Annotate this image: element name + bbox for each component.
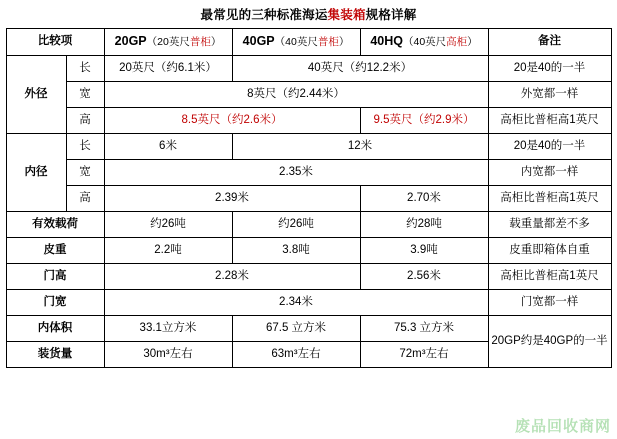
header-20gp-close: ） xyxy=(210,36,222,49)
cell-tare-note: 皮重即箱体自重 xyxy=(488,238,611,264)
cell-payload-40hq: 约28吨 xyxy=(360,212,488,238)
title-highlight: 集装箱 xyxy=(327,8,366,22)
cell-loading-40hq: 72m³左右 xyxy=(360,342,488,368)
row-label-volume: 内体积 xyxy=(6,316,104,342)
header-20gp-type: 普柜 xyxy=(189,36,211,49)
cell-loading-40gp: 63m³左右 xyxy=(232,342,360,368)
cell-outer-length-40: 40英尺（约12.2米） xyxy=(232,56,488,82)
cell-tare-40hq: 3.9吨 xyxy=(360,238,488,264)
table-row xyxy=(6,134,611,160)
group-label-inner: 内径 xyxy=(6,134,66,212)
header-40gp-open: （40英尺 xyxy=(274,36,318,49)
cell-door-height-note: 高柜比普柜高1英尺 xyxy=(488,264,611,290)
sub-label-outer-length: 长 xyxy=(66,56,104,82)
header-40hq-code: 40HQ xyxy=(370,34,403,49)
row-label-tare: 皮重 xyxy=(6,238,104,264)
cell-outer-width-note: 外宽都一样 xyxy=(488,82,611,108)
sub-label-outer-width: 宽 xyxy=(66,82,104,108)
header-cell-40gp xyxy=(232,29,360,56)
table-row xyxy=(6,160,611,186)
cell-volume-20gp: 33.1立方米 xyxy=(104,316,232,342)
cell-outer-length-20gp: 20英尺（约6.1米） xyxy=(104,56,232,82)
table-row xyxy=(6,186,611,212)
table-row xyxy=(6,82,611,108)
sub-label-inner-length: 长 xyxy=(66,134,104,160)
cell-payload-note: 载重量都差不多 xyxy=(488,212,611,238)
row-label-payload: 有效载荷 xyxy=(6,212,104,238)
cell-volume-40hq: 75.3 立方米 xyxy=(360,316,488,342)
row-label-door-width: 门宽 xyxy=(6,290,104,316)
cell-outer-width-all: 8英尺（约2.44米） xyxy=(104,82,488,108)
sub-label-outer-height: 高 xyxy=(66,108,104,134)
sub-label-inner-width: 宽 xyxy=(66,160,104,186)
cell-tare-20gp: 2.2吨 xyxy=(104,238,232,264)
header-cell-compare: 比较项 xyxy=(6,29,104,56)
cell-inner-length-40: 12米 xyxy=(232,134,488,160)
page-title xyxy=(0,0,617,28)
cell-payload-20gp: 约26吨 xyxy=(104,212,232,238)
table-row xyxy=(6,56,611,82)
cell-door-width-all: 2.34米 xyxy=(104,290,488,316)
cell-outer-height-40hq: 9.5英尺（约2.9米） xyxy=(360,108,488,134)
row-label-door-height: 门高 xyxy=(6,264,104,290)
cell-volume-40gp: 67.5 立方米 xyxy=(232,316,360,342)
table-row xyxy=(6,264,611,290)
cell-inner-width-all: 2.35米 xyxy=(104,160,488,186)
cell-outer-height-gp: 8.5英尺（约2.6米） xyxy=(104,108,360,134)
cell-inner-length-20gp: 6米 xyxy=(104,134,232,160)
cell-volume-note: 20GP约是40GP的一半 xyxy=(488,316,611,368)
cell-outer-height-note: 高柜比普柜高1英尺 xyxy=(488,108,611,134)
table-row xyxy=(6,212,611,238)
cell-door-height-gp: 2.28米 xyxy=(104,264,360,290)
cell-inner-height-note: 高柜比普柜高1英尺 xyxy=(488,186,611,212)
cell-payload-40gp: 约26吨 xyxy=(232,212,360,238)
header-cell-20gp xyxy=(104,29,232,56)
sub-label-inner-height: 高 xyxy=(66,186,104,212)
cell-inner-length-note: 20是40的一半 xyxy=(488,134,611,160)
table-row xyxy=(6,290,611,316)
cell-inner-width-note: 内宽都一样 xyxy=(488,160,611,186)
title-prefix: 最常见的三种标准海运 xyxy=(200,8,328,22)
title-suffix: 规格详解 xyxy=(365,8,417,22)
cell-tare-40gp: 3.8吨 xyxy=(232,238,360,264)
table-row xyxy=(6,108,611,134)
container-spec-table xyxy=(6,28,612,368)
header-40hq-open: （40英尺 xyxy=(402,36,447,49)
cell-door-width-note: 门宽都一样 xyxy=(488,290,611,316)
group-label-outer: 外径 xyxy=(6,56,66,134)
table-header-row xyxy=(6,29,611,56)
cell-loading-20gp: 30m³左右 xyxy=(104,342,232,368)
table-row xyxy=(6,316,611,342)
header-40hq-close: ） xyxy=(467,36,478,49)
header-20gp-code: 20GP xyxy=(114,34,147,49)
header-40gp-close: ） xyxy=(338,36,350,49)
table-row xyxy=(6,238,611,264)
header-40gp-code: 40GP xyxy=(242,34,275,49)
cell-inner-height-40hq: 2.70米 xyxy=(360,186,488,212)
header-40gp-type: 普柜 xyxy=(317,36,339,49)
cell-inner-height-gp: 2.39米 xyxy=(104,186,360,212)
row-label-loading: 装货量 xyxy=(6,342,104,368)
watermark: 废品回收商网 xyxy=(514,418,611,435)
header-cell-note: 备注 xyxy=(488,29,611,56)
header-40hq-type: 高柜 xyxy=(446,36,468,49)
header-20gp-open: （20英尺 xyxy=(146,36,190,49)
cell-outer-length-note: 20是40的一半 xyxy=(488,56,611,82)
cell-door-height-40hq: 2.56米 xyxy=(360,264,488,290)
header-cell-40hq xyxy=(360,29,488,56)
